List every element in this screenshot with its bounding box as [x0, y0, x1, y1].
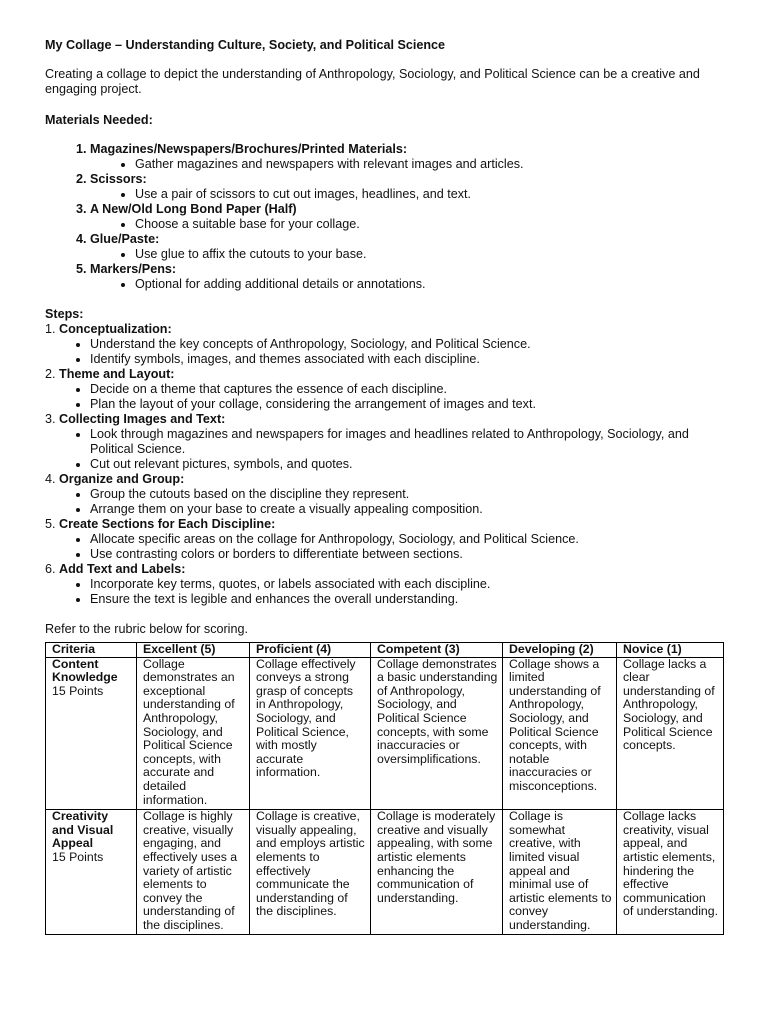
rubric-table: [45, 642, 724, 935]
material-item: [90, 172, 725, 202]
rubric-cell: Collage lacks creativity, visual appeal, and artistic elements, hindering the effective communication of understanding.: [617, 810, 724, 935]
intro-paragraph: Creating a collage to depict the understanding of Anthropology, Sociology, and Political Science can be a creative and engaging project.: [45, 67, 700, 96]
rubric-cell: Collage is highly creative, visually engaging, and effectively uses a variety of artistic elements to convey the understanding of the disciplines.: [137, 810, 250, 935]
step-item: • Decide on a theme that captures the essence of each discipline.: [90, 382, 725, 397]
step-item: • Ensure the text is legible and enhances the overall understanding.: [90, 592, 725, 607]
criterion-points: 15 Points: [52, 849, 104, 864]
step-title: Collecting Images and Text:: [59, 412, 226, 426]
criterion-cell: [46, 657, 137, 810]
step-title: Create Sections for Each Discipline:: [59, 517, 276, 531]
material-detail: • Use a pair of scissors to cut out images, headlines, and text.: [135, 187, 725, 202]
rubric-cell: Collage demonstrates an exceptional understanding of Anthropology, Sociology, and Political Science concepts, with accurate and detailed information.: [137, 657, 250, 810]
material-detail: • Choose a suitable base for your collage.: [135, 217, 725, 232]
rubric-intro: Refer to the rubric below for scoring.: [45, 622, 248, 636]
material-label: Markers/Pens:: [90, 262, 177, 276]
step-heading: [45, 412, 725, 427]
rubric-cell: Collage effectively conveys a strong grasp of concepts in Anthropology, Sociology, and Political Science, with mostly accurate information.: [250, 657, 371, 810]
step-title: Conceptualization:: [59, 322, 172, 336]
step-heading: [45, 472, 725, 487]
step-item: • Understand the key concepts of Anthropology, Sociology, and Political Science.: [90, 337, 725, 352]
material-label: Magazines/Newspapers/Brochures/Printed Materials:: [90, 142, 408, 156]
rubric-cell: Collage demonstrates a basic understanding of Anthropology, Sociology, and Political Science concepts, with some inaccuracies or oversimplifications.: [371, 657, 503, 810]
material-item: [90, 232, 725, 262]
step-number: 6.: [45, 562, 56, 576]
step-heading: [45, 517, 725, 532]
step-title: Organize and Group:: [59, 472, 185, 486]
material-label: A New/Old Long Bond Paper (Half): [90, 202, 297, 216]
criterion-name: Creativity and Visual Appeal: [52, 809, 114, 851]
rubric-header-row: [46, 643, 724, 658]
step-item: • Identify symbols, images, and themes associated with each discipline.: [90, 352, 725, 367]
step-title: Add Text and Labels:: [59, 562, 186, 576]
rubric-cell: Collage shows a limited understanding of Anthropology, Sociology, and Political Science concepts, with notable inaccuracies or misconceptions.: [503, 657, 617, 810]
material-detail: • Optional for adding additional details or annotations.: [135, 277, 725, 292]
column-header: Competent (3): [371, 643, 503, 658]
column-header: Criteria: [46, 643, 137, 658]
rubric-cell: Collage lacks a clear understanding of Anthropology, Sociology, and Political Science concepts.: [617, 657, 724, 810]
criterion-cell: [46, 810, 137, 935]
material-item: [90, 142, 725, 172]
step-heading: [45, 367, 725, 382]
step-item: • Plan the layout of your collage, considering the arrangement of images and text.: [90, 397, 725, 412]
step-heading: [45, 322, 725, 337]
step-title: Theme and Layout:: [59, 367, 175, 381]
step-number: 2.: [45, 367, 56, 381]
steps-list: [45, 322, 725, 607]
material-item: [90, 202, 725, 232]
materials-list: [45, 142, 725, 292]
steps-heading: Steps:: [45, 307, 84, 321]
rubric-cell: Collage is moderately creative and visually appealing, with some artistic elements enhancing the communication of understanding.: [371, 810, 503, 935]
step-number: 1.: [45, 322, 56, 336]
step-number: 5.: [45, 517, 56, 531]
material-label: Scissors:: [90, 172, 147, 186]
step-item: • Incorporate key terms, quotes, or labels associated with each discipline.: [90, 577, 725, 592]
table-row: [46, 657, 724, 810]
criterion-name: Content Knowledge: [52, 656, 118, 685]
step-number: 4.: [45, 472, 56, 486]
material-detail: • Use glue to affix the cutouts to your base.: [135, 247, 725, 262]
table-row: [46, 810, 724, 935]
column-header: Novice (1): [617, 643, 724, 658]
criterion-points: 15 Points: [52, 683, 104, 698]
material-detail: • Gather magazines and newspapers with relevant images and articles.: [135, 157, 725, 172]
column-header: Developing (2): [503, 643, 617, 658]
step-item: • Use contrasting colors or borders to differentiate between sections.: [90, 547, 725, 562]
step-heading: [45, 562, 725, 577]
document-page: [45, 38, 725, 935]
materials-heading: Materials Needed:: [45, 113, 153, 127]
material-label: Glue/Paste:: [90, 232, 160, 246]
material-item: [90, 262, 725, 292]
document-title: My Collage – Understanding Culture, Society, and Political Science: [45, 38, 446, 52]
step-item: • Group the cutouts based on the discipline they represent.: [90, 487, 725, 502]
step-item: • Allocate specific areas on the collage for Anthropology, Sociology, and Political Science.: [90, 532, 725, 547]
rubric-cell: Collage is creative, visually appealing, and employs artistic elements to effectively communicate the understanding of the disciplines.: [250, 810, 371, 935]
column-header: Excellent (5): [137, 643, 250, 658]
rubric-cell: Collage is somewhat creative, with limited visual appeal and minimal use of artistic elements to convey understanding.: [503, 810, 617, 935]
step-number: 3.: [45, 412, 56, 426]
step-item: • Arrange them on your base to create a visually appealing composition.: [90, 502, 725, 517]
step-item: • Cut out relevant pictures, symbols, and quotes.: [90, 457, 725, 472]
step-item: • Look through magazines and newspapers for images and headlines related to Anthropology, Sociology, and Political Science.: [90, 427, 725, 457]
column-header: Proficient (4): [250, 643, 371, 658]
